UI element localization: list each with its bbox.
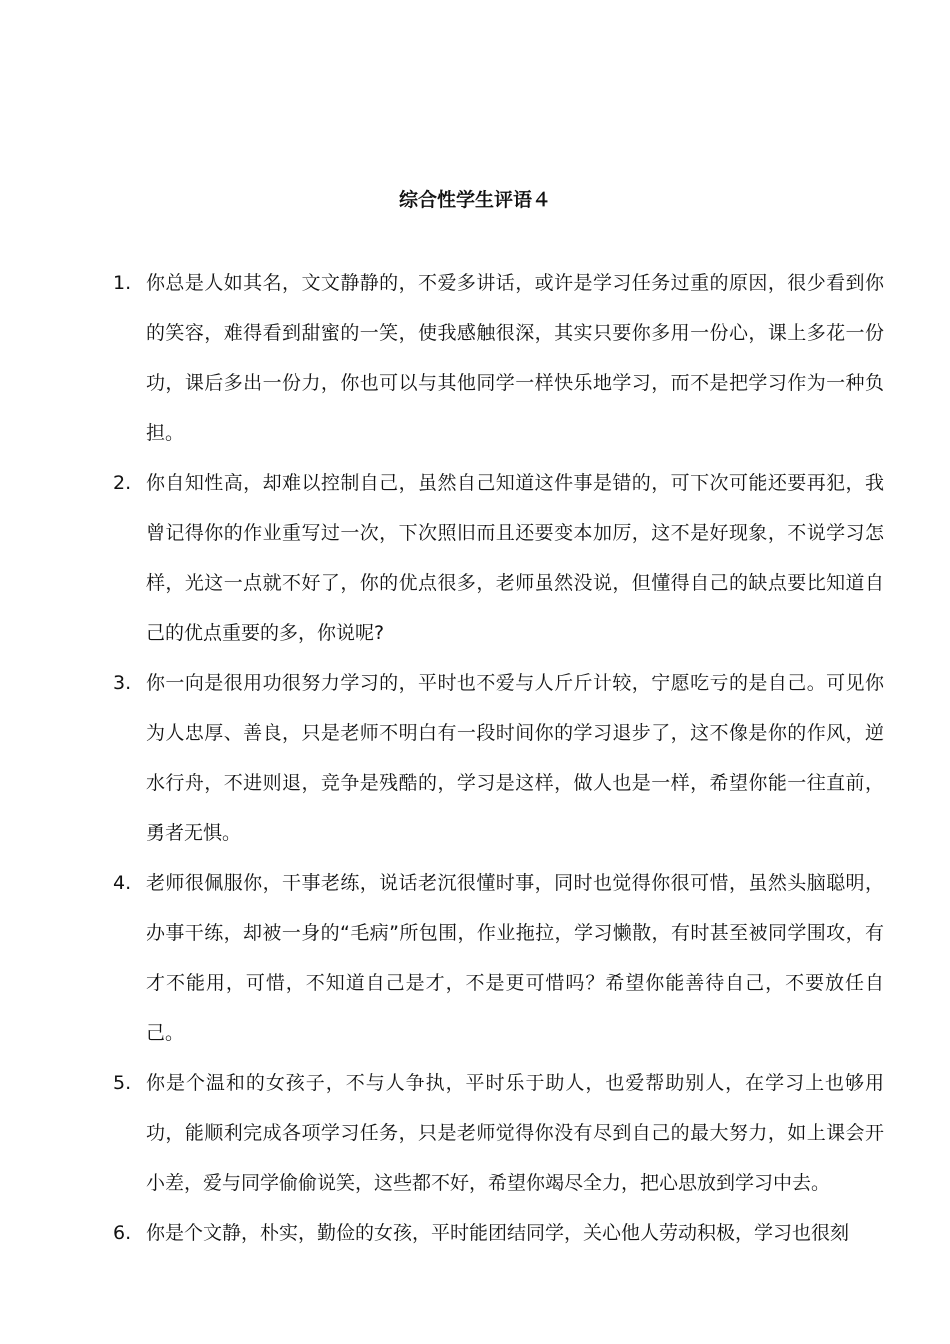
item-text: 你是个温和的女孩子，不与人争执，平时乐于助人，也爱帮助别人，在学习上也够用功，能顺利完成各项学习任务，只是老师觉得你没有尽到自己的最大努力，如上课会开小差，爱与同学偷偷说笑，这些都不好，希望你竭尽全力，把心思放到学习中去。 [146,1072,884,1194]
item-number: 1. [113,272,132,294]
list-item [0,858,950,1058]
item-text: 你自知性高，却难以控制自己，虽然自己知道这件事是错的，可下次可能还要再犯，我曾记得你的作业重写过一次，下次照旧而且还要变本加厉，这不是好现象，不说学习怎样，光这一点就不好了，你的优点很多，老师虽然没说，但懂得自己的缺点要比知道自己的优点重要的多，你说呢? [146,472,884,644]
item-number: 2. [113,472,132,494]
item-number: 6. [113,1222,132,1244]
item-number: 5. [113,1072,132,1094]
list-item [0,658,950,858]
comment-list [0,258,950,1258]
item-number: 4. [113,872,132,894]
list-item [0,1208,950,1258]
item-text: 你总是人如其名，文文静静的，不爱多讲话，或许是学习任务过重的原因，很少看到你的笑容，难得看到甜蜜的一笑，使我感触很深，其实只要你多用一份心，课上多花一份功，课后多出一份力，你也可以与其他同学一样快乐地学习，而不是把学习作为一种负担。 [146,272,884,444]
list-item [0,458,950,658]
list-item [0,1058,950,1208]
item-text: 老师很佩服你，干事老练，说话老沉很懂时事，同时也觉得你很可惜，虽然头脑聪明，办事干练，却被一身的“毛病”所包围，作业拖拉，学习懒散，有时甚至被同学围攻，有才不能用，可惜，不知道自己是才，不是更可惜吗？希望你能善待自己，不要放任自己。 [146,872,884,1044]
page-title: 综合性学生评语４ [398,189,551,211]
list-item [0,258,950,458]
item-text: 你一向是很用功很努力学习的，平时也不爱与人斤斤计较，宁愿吃亏的是自己。可见你为人忠厚、善良，只是老师不明白有一段时间你的学习退步了，这不像是你的作风，逆水行舟，不进则退，竞争是残酷的，学习是这样，做人也是一样，希望你能一往直前，勇者无惧。 [146,672,884,844]
item-number: 3. [113,672,132,694]
item-text: 你是个文静，朴实，勤俭的女孩，平时能团结同学，关心他人劳动积极，学习也很刻 [146,1222,850,1244]
